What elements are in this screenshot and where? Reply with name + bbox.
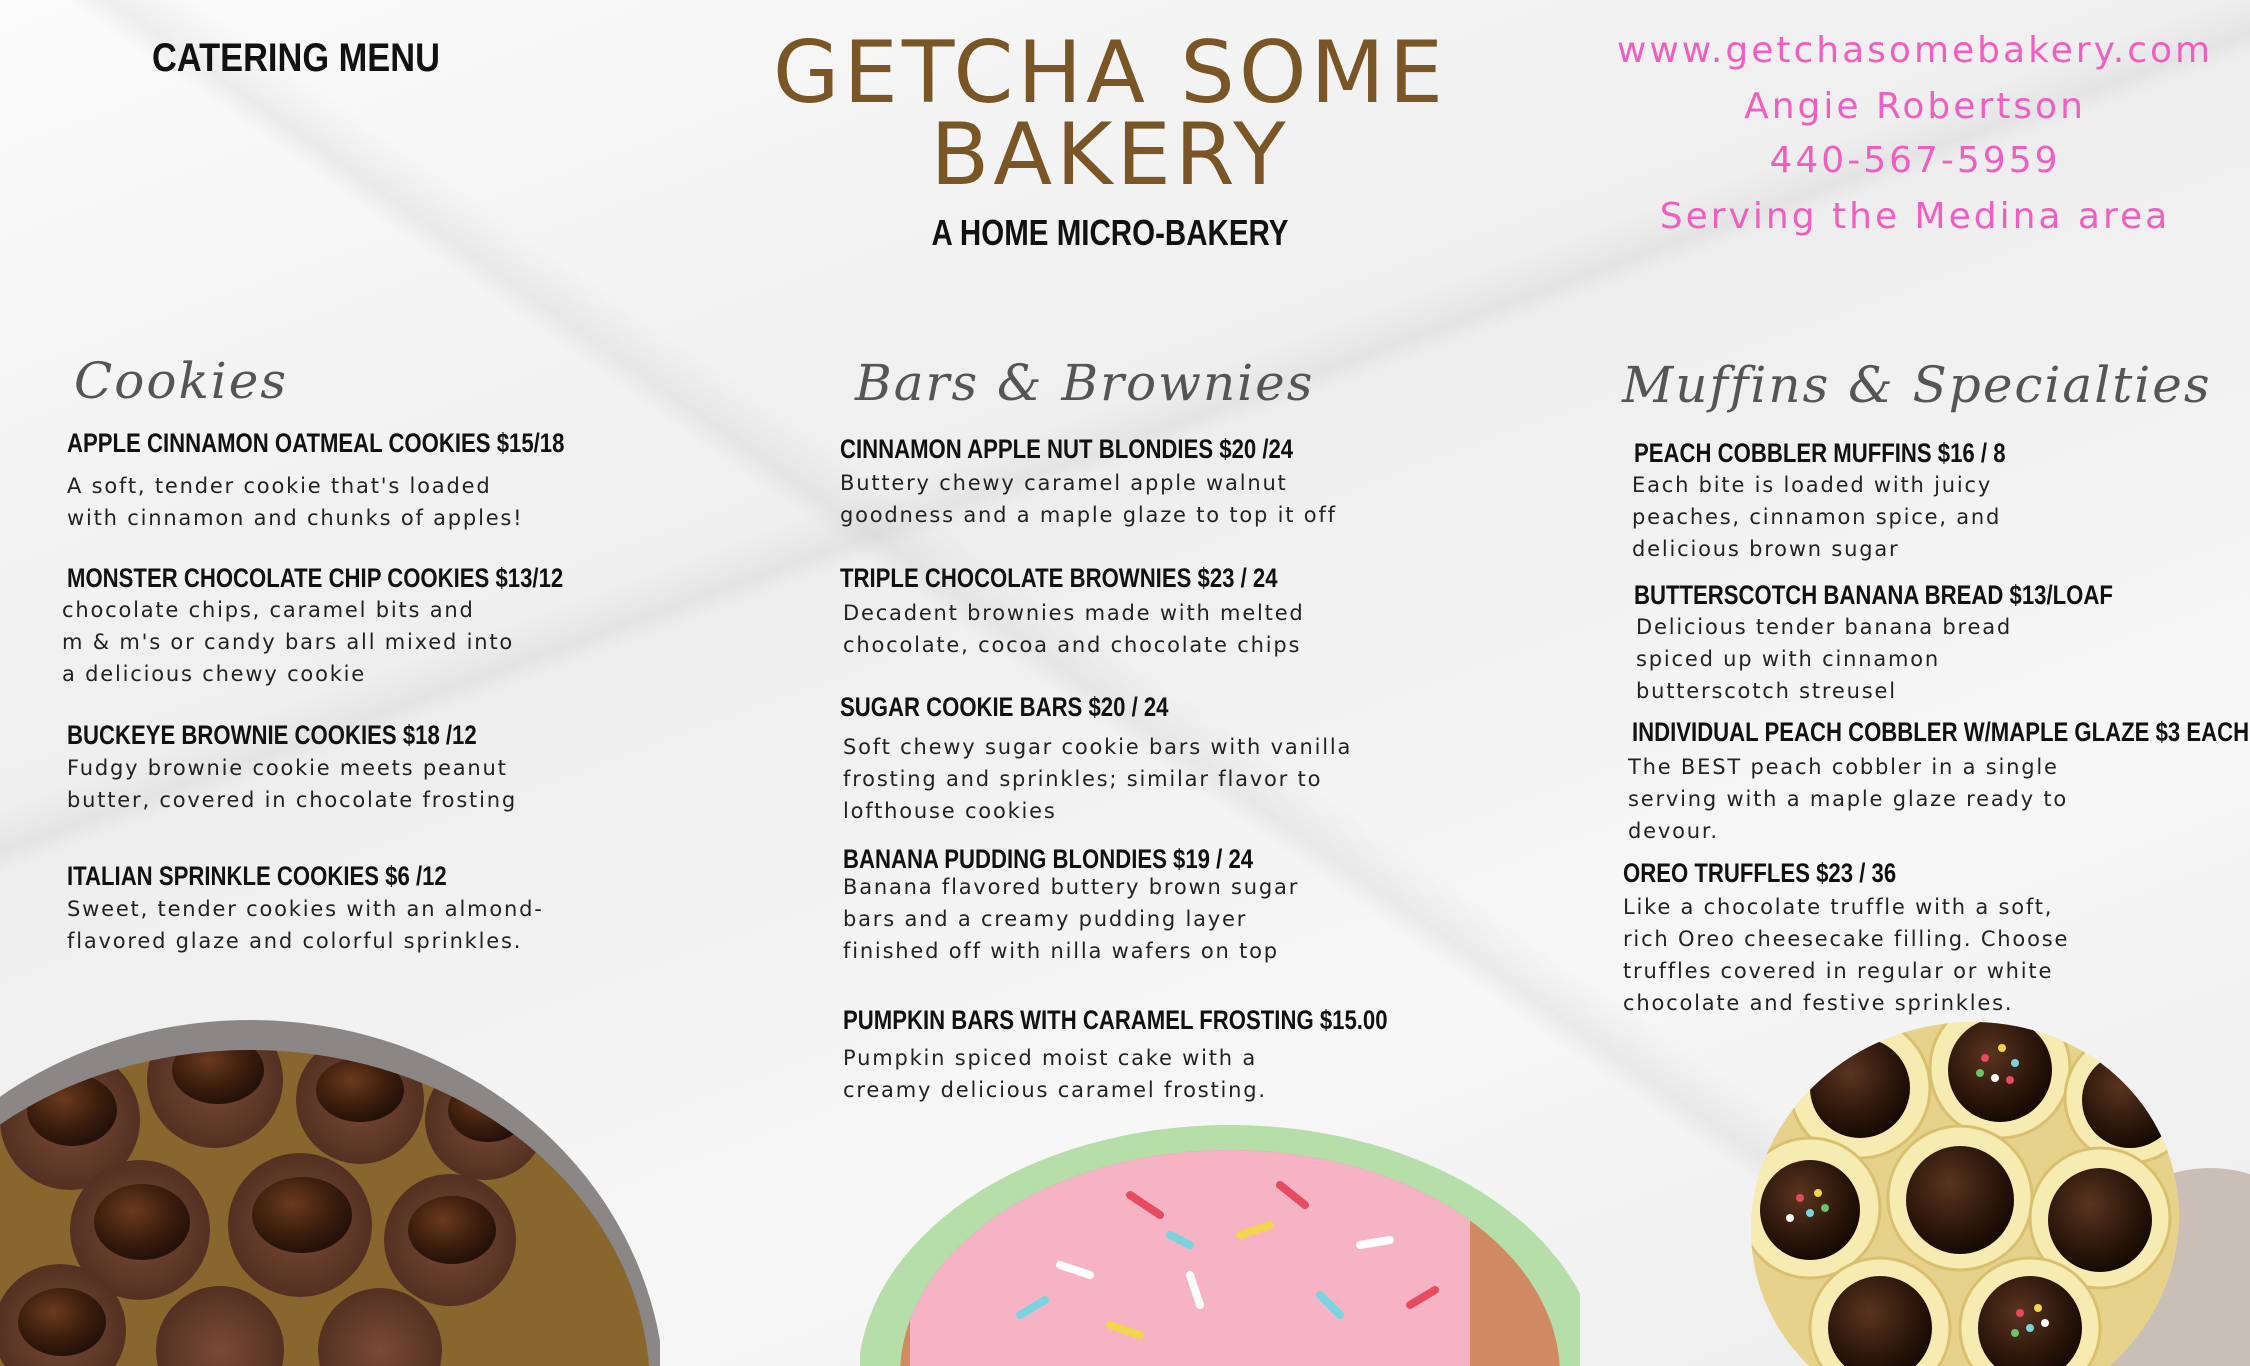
menu-item-name: MONSTER CHOCOLATE CHIP COOKIES $13/12 (67, 563, 564, 593)
menu-item-name: APPLE CINNAMON OATMEAL COOKIES $15/18 (67, 428, 565, 458)
menu-item-desc: A soft, tender cookie that's loaded with cinnamon and chunks of apples! (67, 474, 524, 530)
bakery-name-line2: BAKERY (930, 105, 1290, 205)
bars-heading: Bars & Brownies (855, 354, 1315, 412)
menu-item-desc: Each bite is loaded with juicy peaches, cinnamon spice, and delicious brown sugar (1632, 473, 2002, 561)
menu-item-name: SUGAR COOKIE BARS $20 / 24 (840, 692, 1169, 722)
menu-item-desc: Soft chewy sugar cookie bars with vanilla frosting and sprinkles; similar flavor to lofthouse cookies (843, 735, 1353, 823)
cookies-heading: Cookies (74, 352, 288, 410)
menu-item-name: PUMPKIN BARS WITH CARAMEL FROSTING $15.00 (843, 1005, 1388, 1035)
bakery-name (760, 23, 1460, 205)
menu-item-name: BANANA PUDDING BLONDIES $19 / 24 (843, 844, 1254, 874)
menu-item-desc: Fudgy brownie cookie meets peanut butter, covered in chocolate frosting (67, 756, 517, 812)
menu-item-desc: Like a chocolate truffle with a soft, rich Oreo cheesecake filling. Choose truffles covered in regular or white chocolate and festive sprinkles. (1623, 895, 2070, 1015)
menu-item-desc: Sweet, tender cookies with an almond- flavored glaze and colorful sprinkles. (67, 897, 544, 953)
sugar-cookie-bars-photo (860, 1125, 1580, 1366)
menu-item-name: INDIVIDUAL PEACH COBBLER W/MAPLE GLAZE $3 EACH (1632, 717, 2250, 747)
menu-item-desc: chocolate chips, caramel bits and m & m's or candy bars all mixed into a delicious chewy cookie (62, 598, 515, 686)
contact-phone[interactable]: 440-567-5959 (1769, 140, 2061, 181)
buckeye-cookies-photo (0, 1010, 660, 1366)
menu-item-name: BUCKEYE BROWNIE COOKIES $18 /12 (67, 720, 477, 750)
bakery-name-line1: GETCHA SOME (772, 23, 1448, 123)
menu-item-name: ITALIAN SPRINKLE COOKIES $6 /12 (67, 861, 447, 891)
menu-item-name: PEACH COBBLER MUFFINS $16 / 8 (1634, 438, 2006, 468)
menu-item-name: OREO TRUFFLES $23 / 36 (1623, 858, 1897, 888)
bakery-subtitle: A HOME MICRO-BAKERY (931, 212, 1289, 253)
menu-item-desc: Decadent brownies made with melted chocolate, cocoa and chocolate chips (843, 601, 1305, 657)
menu-item-name: BUTTERSCOTCH BANANA BREAD $13/LOAF (1634, 580, 2113, 610)
menu-item-desc: Delicious tender banana bread spiced up with cinnamon butterscotch streusel (1636, 615, 2012, 703)
menu-item-desc: Banana flavored buttery brown sugar bars and a creamy pudding layer finished off with nilla wafers on top (843, 875, 1300, 963)
menu-item-name: TRIPLE CHOCOLATE BROWNIES $23 / 24 (840, 563, 1278, 593)
menu-item-desc: Buttery chewy caramel apple walnut goodness and a maple glaze to top it off (840, 471, 1337, 527)
website-link[interactable]: www.getchasomebakery.com (1616, 30, 2214, 71)
contact-name: Angie Robertson (1744, 86, 2086, 127)
catering-menu-title: CATERING MENU (152, 36, 440, 80)
muffins-heading: Muffins & Specialties (1622, 356, 2212, 414)
menu-item-desc: The BEST peach cobbler in a single serving with a maple glaze ready to devour. (1628, 755, 2069, 843)
service-area: Serving the Medina area (1659, 196, 2171, 237)
menu-item-name: CINNAMON APPLE NUT BLONDIES $20 /24 (840, 434, 1294, 464)
oreo-truffles-photo (1740, 1008, 2250, 1366)
menu-item-desc: Pumpkin spiced moist cake with a creamy delicious caramel frosting. (843, 1046, 1267, 1102)
